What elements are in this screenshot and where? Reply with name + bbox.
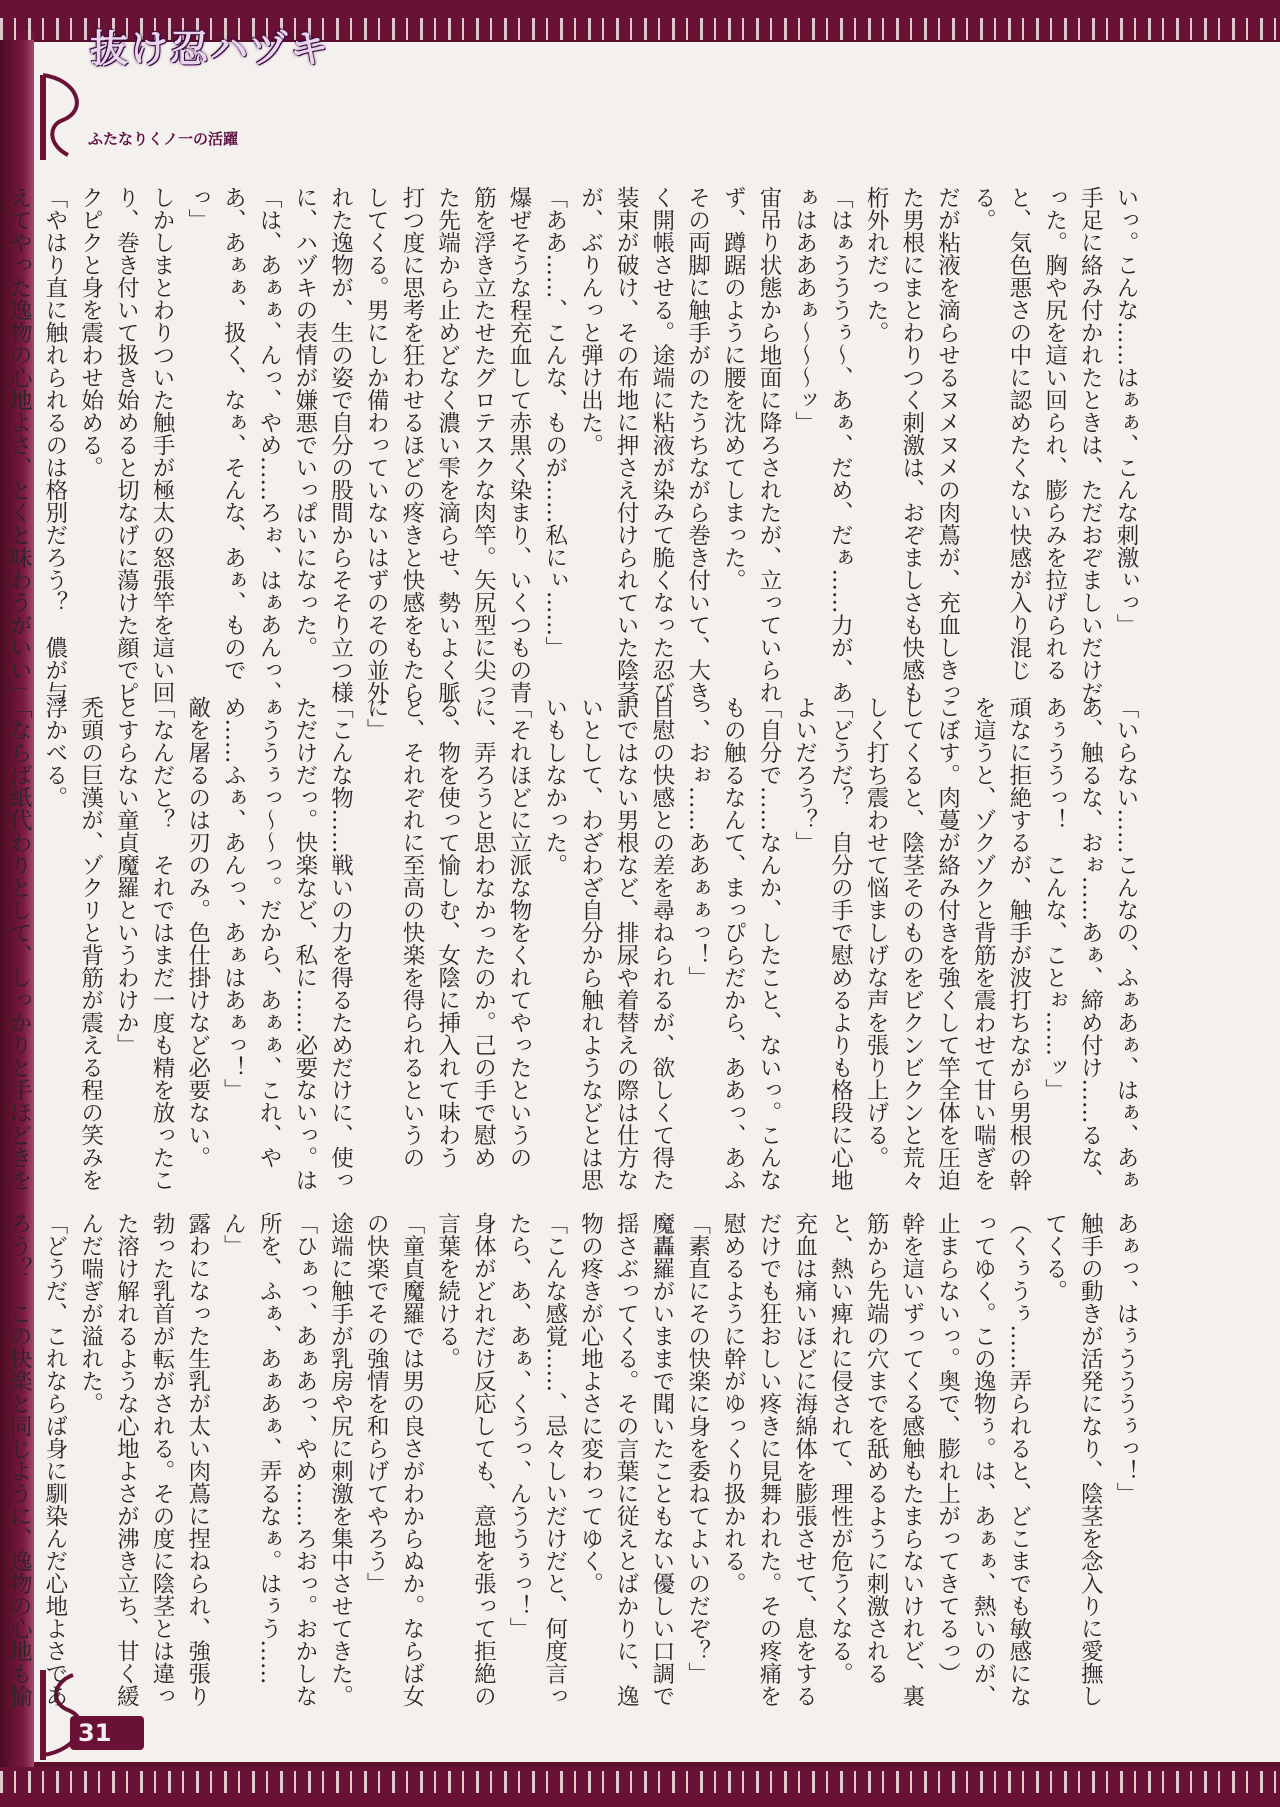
title-logo <box>60 24 331 152</box>
paragraph: 途端に触手が乳房や尻に刺激を集中させてきた。 <box>327 1212 354 1707</box>
paragraph: 「いらない……こんなの、ふぁあぁ、はぁ、あぁあ、触るな、おぉ……あぁ、締め付け……るな、あぅううっ！ こんな、ことぉ……ッ」 <box>1041 696 1139 1191</box>
logo-title: 抜け忍ハヅキ <box>90 26 331 71</box>
paragraph: 「ひぁっ、あぁあっ、やめ……ろおっ。おかしな所を、ふぁ、あぁあぁ、弄るなぁ。はぅう……ん」 <box>220 1212 318 1707</box>
page-number: 31 <box>78 1719 112 1747</box>
paragraph: 充血は痛いほどに海綿体を膨張させて、息をするだけでも狂おしい疼きに見舞われた。その疼痛を慰めるように幹がゆっくり扱かれる。 <box>720 1212 818 1707</box>
paragraph: 「は、あぁぁ、んっ、やめ……ろぉ、はぁあんっ、あ、あぁぁ、扱く、なぁ、そんな、あぁ、ものでっ」 <box>184 186 283 704</box>
paragraph: 「どうだ？ 自分の手で慰めるよりも格段に心地よいだろう？」 <box>791 696 854 1191</box>
paragraph: 「やはり直に触れられるのは格別だろう？ 儂が与えてやった逸物の心地よさ、とくと味わうがいい」 <box>6 186 68 704</box>
paragraph: 幹を這いずってくる感触もたまらないけれど、裏筋から先端の穴までを舐めるように刺激されると、熱い痺れに侵されて、理性が危うくなる。 <box>827 1212 925 1707</box>
paragraph: 露わになった生乳が太い肉蔦に捏ねられ、強張り勃った乳首が転がされる。その度に陰茎とは違った溶け解れるような心地よさが沸き立ち、甘く緩んだ喘ぎが溢れた。 <box>77 1212 211 1707</box>
paragraph: 身体がどれだけ反応しても、意地を張って拒絶の言葉を続ける。 <box>434 1212 497 1707</box>
text-section-top <box>6 186 1143 706</box>
paragraph: いっ。こんな……はぁぁ、こんな刺激ぃっ」 <box>1113 186 1139 636</box>
paragraph: しかしまとわりついた触手が極太の怒張竿を這い回り、巻き付いて扱き始めると切なげに蕩けた顔でピクピクと身を震わせ始める。 <box>77 186 176 704</box>
paragraph: あぁっ、はぅうううぅっ！」 <box>1113 1212 1139 1505</box>
paragraph: 「自分で……なんか、したこと、ないっ。こんなもの触るなんて、まっぴらだから、ああっ、あふっ、おぉ……ああぁぁっ！」 <box>684 696 782 1191</box>
paragraph: 手足に絡み付かれたときは、ただおぞましいだけだった。胸や尻を這い回られ、膨らみを拉げられると、気色悪さの中に認めたくない快感が入り混じる。 <box>970 186 1104 704</box>
paragraph: 「はぁうううぅ〜、あぁ、だめ、だぁ……力が、あぁはあああぁ〜〜〜ッ」 <box>791 186 854 704</box>
paragraph: 「ならば紙代わりとして、しっかりと手ほどきを <box>6 696 33 1191</box>
paragraph: 「童貞魔羅では男の良さがわからぬか。ならば女の快楽でその強情を和らげてやろう」 <box>363 1212 425 1707</box>
paragraph: 敵を屠るのは刃のみ。色仕掛けなど必要ない。 <box>184 696 211 1169</box>
paragraph: 「ああ……、こんな、ものが……私にぃ……」 <box>541 186 568 659</box>
paragraph: 魔轟羅がいままで聞いたこともない優しい口調で揺さぶってくる。その言葉に従えとばかりに、逸物の疼きが心地よさに変わってゆく。 <box>577 1212 675 1707</box>
paragraph: 禿頭の巨漢が、ゾクリと背筋が震える程の笑みを浮かべる。 <box>41 696 104 1191</box>
paragraph: 「どうだ、これならば身に馴染んだ心地よさであろう？ この快楽と同じように、逸物の心地も愉 <box>6 1212 68 1707</box>
paragraph: 「なんだと？ それではまだ一度も精を放ったことすらない童貞魔羅というわけか」 <box>113 696 176 1191</box>
paragraph: その両脚に触手がのたうちながら巻き付いて、大きく開帳させる。途端に粘液が染みて脆くなった忍び装束が破け、その布地に押さえ付けられていた陰茎が、ぶりんっと弾け出た。 <box>577 186 711 704</box>
paragraph: 「素直にその快楽に身を委ねてよいのだぞ？」 <box>684 1212 711 1685</box>
paragraph: 「こんな感覚……、忌々しいだけだと、何度言ったら、あ、あぁ、くうっ、んううぅっ！」 <box>506 1212 568 1707</box>
paragraph: 「それほどに立派な物をくれてやったというのに、弄ろうと思わなかったのか。己の手で慰める、物を使って愉しむ、女陰に挿入れて味わうと、それぞれに至高の快楽を得られるというのに」 <box>363 696 533 1169</box>
paragraph: 爆ぜそうな程充血して赤黒く染まり、いくつもの青筋を浮き立たせたグロテスクな肉竿。矢尻型に尖った先端から止めどなく濃い雫を滴らせ、勢いよく脈打つ度に思考を狂わせるほどの疼きと快感をもたらしてくる。男にしか備わっていないはずのその並外れた逸物が、生の姿で自分の股間からそそり立つ様に、ハヅキの表情が嫌悪でいっぱいになった。 <box>291 186 533 704</box>
bottom-ornament <box>0 1771 1280 1793</box>
paragraph: 頑なに拒絶するが、触手が波打ちながら男根の幹を這うと、ゾクゾクと背筋を震わせて甘い喘ぎをこぼす。肉蔓が絡み付きを強くして竿全体を圧迫してくると、陰茎そのものをビクンビクンと荒々しく打ち震わせて悩ましげな声を張り上げる。 <box>863 696 1032 1191</box>
paragraph <box>0 186 1 706</box>
text-section-middle <box>6 696 1143 1196</box>
paragraph: 自慰の快感との差を尋ねられるが、欲しくて得た訳ではない男根など、排尿や着替えの際は仕方ないとして、わざわざ自分から触れようなどとは思いもしなかった。 <box>541 696 675 1191</box>
paragraph: 「こんな物……戦いの力を得るためだけに、使っただけだっ。快楽など、私に……必要ないっ。はぁううぅっ〜〜っ。だから、あぁぁ、これ、やめ……ふぁ、あんっ、あぁはあぁっ！」 <box>220 696 354 1191</box>
logo-subtitle: ふたなりくノ一の活躍 <box>88 130 239 148</box>
text-section-bottom <box>6 1212 1143 1712</box>
paragraph: 宙吊り状態から地面に降ろされたが、立っていられず、蹲踞のように腰を沈めてしまった。 <box>720 186 782 704</box>
paragraph: （くぅうぅ……弄られると、どこまでも敏感になってゆく。この逸物ぅ。は、あぁぁ、熱いのが、止まらないっ。奥で、膨れ上がってきてるっ） <box>934 1212 1032 1707</box>
paragraph: 触手の動きが活発になり、陰茎を念入りに愛撫してくる。 <box>1041 1212 1104 1707</box>
paragraph: だが粘液を滴らせるヌメヌメの肉蔦が、充血しきった男根にまとわりつく刺激は、おぞましさも快感も桁外れだった。 <box>863 186 961 704</box>
